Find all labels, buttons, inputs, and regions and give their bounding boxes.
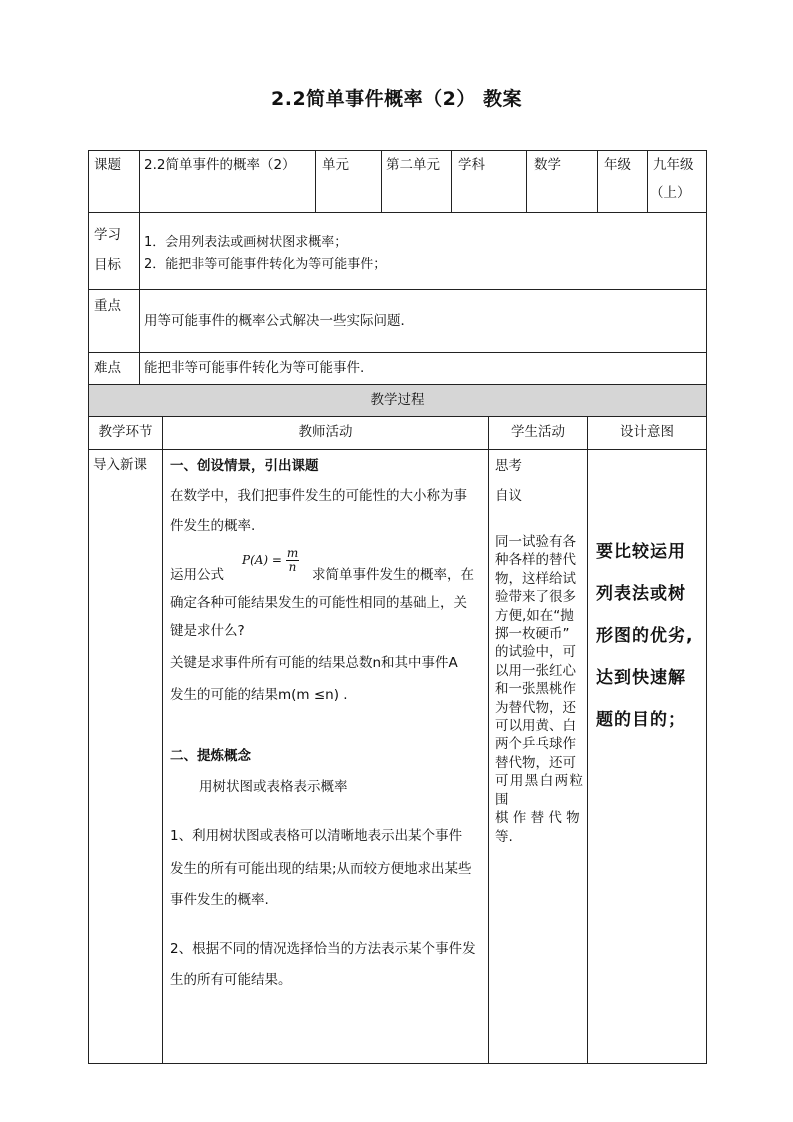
student-note-line: 可用黑白两粒围: [495, 773, 583, 808]
design-intent: [596, 531, 704, 741]
p2-prefix: 运用公式: [170, 567, 224, 583]
goals-label-line1: 学习: [94, 227, 121, 243]
student-note-line: 物，这样给试: [495, 570, 576, 587]
student-note-line: 验带来了很多: [495, 589, 576, 606]
col-header-student: 学生活动: [511, 424, 565, 440]
probability-formula: [242, 547, 299, 574]
student-note-line: 掷一枚硬币”: [495, 626, 570, 643]
design-line: 形图的优劣,: [596, 626, 694, 646]
student-think: 思考: [495, 458, 522, 474]
goals-label-line2: 目标: [94, 257, 121, 273]
document-title: 2.2简单事件概率（2） 教案: [271, 88, 522, 110]
col-header-teacher: 教师活动: [298, 424, 353, 440]
student-note-line: 等.: [495, 828, 513, 845]
p3-line1: 关键是求事件所有可能的结果总数n和其中事件A: [170, 655, 458, 671]
p1-line2: 件发生的概率.: [170, 518, 256, 534]
student-note-line: 为替代物，还: [495, 699, 576, 716]
design-line: 题的目的；: [596, 710, 686, 730]
design-line: 要比较运用: [596, 542, 686, 562]
key-point-label: 重点: [94, 298, 121, 314]
formula-fraction: [286, 547, 299, 574]
design-line: 达到快速解: [596, 668, 686, 688]
formula-denominator: n: [288, 560, 297, 574]
section2-title: 二、提炼概念: [170, 748, 251, 764]
stage-name: 导入新课: [93, 457, 147, 473]
col-header-design: 设计意图: [620, 424, 674, 440]
unit-value: 第二单元: [386, 157, 440, 173]
student-note-line: 方便,如在“抛: [495, 607, 574, 624]
student-note-line: 棋 作 替 代 物: [495, 810, 580, 827]
process-band-title: 教学过程: [370, 392, 425, 408]
student-note-line: 和一张黑桃作: [495, 681, 576, 698]
p2-line3: 键是求什么?: [170, 623, 245, 639]
grade-label: 年级: [604, 157, 631, 173]
student-notes: [495, 533, 583, 846]
student-note-line: 以用一张红心: [495, 662, 576, 679]
subject-value: 数学: [534, 157, 561, 173]
concept-text: 用树状图或表格表示概率: [199, 779, 348, 795]
student-note-line: 两个乒乓球作: [495, 736, 576, 753]
goal-item-2: 2．能把非等可能事件转化为等可能事件；: [144, 257, 387, 272]
key-point-text: 用等可能事件的概率公式解决一些实际问题．: [144, 313, 414, 329]
grade-value-line2: （上）: [650, 185, 691, 201]
goal-item-1: 1．会用列表法或画树状图求概率；: [144, 235, 348, 250]
p3-line2: 发生的可能的结果m(m ≤n) .: [170, 687, 348, 703]
p5-line2: 生的所有可能结果。: [170, 972, 292, 988]
formula-numerator: m: [286, 546, 299, 560]
p4-line2: 发生的所有可能出现的结果;从而较方便地求出某些: [170, 861, 472, 877]
student-note-line: 同一试验有各: [495, 534, 576, 550]
design-line: 列表法或树: [596, 584, 686, 604]
student-self-study: 自议: [495, 488, 522, 504]
difficulty-text: 能把非等可能事件转化为等可能事件.: [144, 360, 365, 376]
p2-suffix: 求简单事件发生的概率，在: [312, 567, 474, 583]
lesson-label: 课题: [94, 157, 121, 173]
student-note-line: 种各样的替代: [495, 552, 576, 569]
student-note-line: 替代物，还可: [495, 754, 576, 771]
unit-label: 单元: [322, 157, 349, 173]
p4-line3: 事件发生的概率.: [170, 892, 269, 908]
p4-line1: 1、利用树状图或表格可以清晰地表示出某个事件: [170, 828, 463, 844]
formula-lhs: P(A) =: [242, 553, 282, 567]
p5-line1: 2、根据不同的情况选择恰当的方法表示某个事件发: [170, 941, 476, 957]
student-note-line: 可以用黄、白: [495, 718, 576, 735]
grade-value-line1: 九年级: [653, 157, 694, 173]
section1-title: 一、创设情景，引出课题: [170, 458, 319, 474]
p2-line2: 确定各种可能结果发生的可能性相同的基础上，关: [170, 595, 467, 611]
subject-label: 学科: [458, 157, 485, 173]
student-note-line: 的试验中，可: [495, 644, 576, 661]
lesson-value: 2.2简单事件的概率（2）: [144, 157, 296, 173]
p1-line1: 在数学中，我们把事件发生的可能性的大小称为事: [170, 488, 467, 504]
col-header-stage: 教学环节: [98, 424, 153, 440]
difficulty-label: 难点: [94, 360, 121, 376]
